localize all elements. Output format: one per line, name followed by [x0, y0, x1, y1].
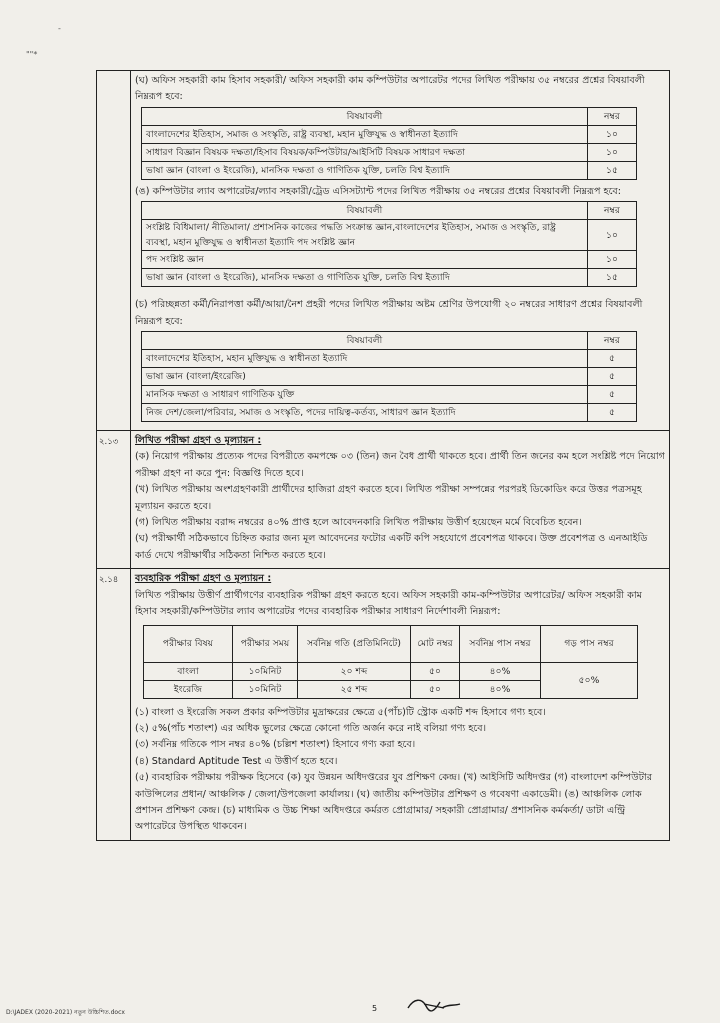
signature-icon	[404, 994, 464, 1016]
paragraph: লিখিত পরীক্ষায় উত্তীর্ণ প্রার্থীগণের ব্যবহারিক পরীক্ষা গ্রহণ করতে হবে। অফিস সহকারী কাম-কম্পিউটার অপারেটর/ অফিস সহকারী কাম হিসাব সহকারী/কম্পিউটার ল্যাব অপারেটর পদের ব্যবহারিক পরীক্ষার সাধারণ নির্দেশাবলী নিম্নরূপ:	[135, 589, 642, 618]
table-cell: বাংলাদেশের ইতিহাস, মহান মুক্তিযুদ্ধ ও স্বাধীনতা ইত্যাদি	[142, 350, 588, 368]
table-cell: ১০	[588, 220, 637, 251]
table-header: বিষয়াবলী	[142, 107, 588, 125]
table-header: নম্বর	[588, 107, 637, 125]
uma-intro: (ঙ) কম্পিউটার ল্যাব অপারেটর/ল্যাব সহকারী/ট্রেড এসিসট্যান্ট পদের লিখিত পরীক্ষায় ৩৫ নম্বরের প্রশ্নের বিষয়াবলী নিম্নরূপ হবে:	[135, 185, 621, 197]
gha-intro: (ঘ) অফিস সহকারী কাম হিসাব সহকারী/ অফিস সহকারী কাম কম্পিউটার অপারেটর পদের লিখিত পরীক্ষায় ৩৫ নম্বরের প্রশ্নের বিষয়াবলী নিম্নরূপ হবে:	[135, 75, 645, 103]
table-cell: ১০	[588, 143, 637, 161]
table-cell: ১০মিনিট	[233, 662, 298, 680]
table-header: সর্বনিম্ন গতি (প্রতিমিনিটে)	[298, 625, 411, 662]
footer-file-path: D:\JADEX (2020-2021) নতুন উচ্চিশিত.docx	[6, 1009, 125, 1016]
section-2-13	[97, 430, 669, 568]
table-cell: ১৫	[588, 161, 637, 179]
paragraph: (খ) লিখিত পরীক্ষায় অংশগ্রহণকারী প্রার্থীদের হাজিরা গ্রহণ করতে হবে। লিখিত পরীক্ষা সম্পন্নের পরপরই ডিকোডিং করে উত্তর পত্রসমূহ মূল্যায়ন করতে হবে।	[135, 484, 642, 512]
table-cell: ভাষা জ্ঞান (বাংলা ও ইংরেজি), মানসিক দক্ষতা ও গাণিতিক যুক্তি, চলতি বিশ্ব ইত্যাদি	[142, 161, 588, 179]
table-cell: ৫	[588, 404, 637, 422]
table-cell: ৫	[588, 350, 637, 368]
table-header: পরীক্ষার সময়	[233, 625, 298, 662]
note: (৪) Standard Aptitude Test এ উত্তীর্ণ হতে হবে।	[135, 755, 338, 767]
gha-table	[141, 107, 637, 180]
table-cell: সংশ্লিষ্ট বিধিমালা/ নীতিমালা/ প্রশাসনিক কাজের পদ্ধতি সংক্রান্ত জ্ঞান,বাংলাদেশের ইতিহাস, সমাজ ও সংস্কৃতি, রাষ্ট্র ব্যবস্থা, মহান মুক্তিযুদ্ধ ও স্বাধীনতা ইত্যাদি পদ সংশ্লিষ্ট জ্ঞান	[142, 220, 588, 251]
paragraph: (ঘ) পরীক্ষার্থী সঠিকভাবে চিহ্নিত করার জন্য মূল আবেদনের ফটোর একটি কপি সহযোগে প্রবেশপত্র থাকবে। উক্ত প্রবেশপত্র ও এনআইডি কার্ড দেখে পরীক্ষার্থীর সঠিকতা নিশ্চিত করতে হবে।	[135, 533, 648, 561]
table-header: বিষয়াবলী	[142, 332, 588, 350]
practical-test-table	[143, 625, 638, 699]
note: (২) ৫%(পাঁচ শতাংশ) এর অধিক ভুলের ক্ষেত্রে কোনো গতি অর্জন করে নাই বলিয়া গণ্য হবে।	[135, 722, 487, 734]
uma-table	[141, 201, 637, 287]
table-header: বিষয়াবলী	[142, 202, 588, 220]
table-cell: ১০	[588, 125, 637, 143]
table-cell: ১০মিনিট	[233, 680, 298, 698]
table-header: নম্বর	[588, 332, 637, 350]
section-number: ২.১৩	[97, 431, 131, 568]
margin-mark: -	[58, 24, 61, 33]
table-cell: ৫০	[411, 680, 460, 698]
table-cell: ৪০%	[460, 680, 541, 698]
section-number-empty	[97, 71, 131, 430]
section-heading: ব্যবহারিক পরীক্ষা গ্রহণ ও মূল্যায়ন :	[135, 573, 272, 585]
paragraph: (ক) নিয়োগ পরীক্ষায় প্রত্যেক পদের বিপরীতে কমপক্ষে ০৩ (তিন) জন বৈধ প্রার্থী থাকতে হবে। প্রার্থী তিন জনের কম হলে সংশ্লিষ্ট পদে নিয়োগ পরীক্ষা গ্রহণ না করে পুন: বিজ্ঞপ্তি দিতে হবে।	[135, 451, 665, 479]
table-cell: ৫০	[411, 662, 460, 680]
table-header: সর্বনিম্ন পাস নম্বর	[460, 625, 541, 662]
note: (৩) সর্বনিম্ন গতিকে পাস নম্বর ৪০% (চল্লিশ শতাংশ) হিসাবে গণ্য করা হবে।	[135, 739, 416, 751]
table-cell: ৫	[588, 368, 637, 386]
table-header: নম্বর	[588, 202, 637, 220]
table-cell: ২৫ শব্দ	[298, 680, 411, 698]
table-header: পরীক্ষার বিষয়	[144, 625, 233, 662]
section-2-14	[97, 568, 669, 839]
page-number: 5	[372, 1004, 378, 1013]
cha-table	[141, 331, 637, 422]
section-number: ২.১৪	[97, 569, 131, 839]
table-cell: ভাষা জ্ঞান (বাংলা/ইংরেজি)	[142, 368, 588, 386]
table-cell: ৫	[588, 386, 637, 404]
section-box	[96, 70, 670, 841]
margin-mark-2: ""*	[26, 50, 38, 59]
table-cell: ৫০%	[541, 662, 638, 698]
table-cell: পদ সংশ্লিষ্ট জ্ঞান	[142, 251, 588, 269]
section-2-12-continued	[97, 71, 669, 430]
table-cell: নিজ দেশ/জেলা/পরিবার, সমাজ ও সংস্কৃতি, পদের দায়িত্ব-কর্তব্য, সাধারণ জ্ঞান ইত্যাদি	[142, 404, 588, 422]
note: (৫) ব্যবহারিক পরীক্ষায় পরীক্ষক হিসেবে (ক) যুব উন্নয়ন অধিদপ্তরের যুব প্রশিক্ষণ কেন্দ্র। (খ) আইসিটি অধিদপ্তর (গ) বাংলাদেশ কম্পিউটার কাউন্সিলের প্রধান/ আঞ্চলিক / জেলা/উপজেলা কার্যালয়। (ঘ) জাতীয় কম্পিউটার প্রশিক্ষণ ও গবেষণা একাডেমী। (ঙ) আঞ্চলিক লোক প্রশাসন প্রশিক্ষণ কেন্দ্র। (চ) মাধ্যমিক ও উচ্চ শিক্ষা অধিদপ্তরে কর্মরত প্রোগ্রামার/ সহকারী প্রোগ্রামার/ প্রশাসনিক কর্মকর্তা/ ডাটা এন্ট্রি অপারেটরে উপস্থিত থাকবেন।	[135, 772, 652, 833]
cha-intro: (চ) পরিচ্ছন্নতা কর্মী/নিরাপত্তা কর্মী/আয়া/নৈশ প্রহরী পদের লিখিত পরীক্ষায় অষ্টম শ্রেণির উপযোগী ২০ নম্বরের সাধারণ প্রশ্নের বিষয়াবলী নিম্নরূপ হবে:	[135, 299, 643, 327]
note: (১) বাংলা ও ইংরেজি সকল প্রকার কম্পিউটার মুদ্রাক্ষরের ক্ষেত্রে ৫(পাঁচ)টি স্ট্রোক একটি শব্দ হিসাবে গণ্য হবে।	[135, 706, 546, 718]
table-header: গড় পাস নম্বর	[541, 625, 638, 662]
table-cell: ইংরেজি	[144, 680, 233, 698]
section-heading: লিখিত পরীক্ষা গ্রহণ ও মূল্যায়ন :	[135, 435, 262, 447]
table-cell: বাংলাদেশের ইতিহাস, সমাজ ও সংস্কৃতি, রাষ্ট্র ব্যবস্থা, মহান মুক্তিযুদ্ধ ও স্বাধীনতা ইত্যাদি	[142, 125, 588, 143]
table-header: মোট নম্বর	[411, 625, 460, 662]
table-cell: সাধারণ বিজ্ঞান বিষয়ক দক্ষতা/হিসাব বিষয়ক/কম্পিউটার/আইসিটি বিষয়ক সাধারণ দক্ষতা	[142, 143, 588, 161]
table-cell: ১৫	[588, 269, 637, 287]
table-cell: বাংলা	[144, 662, 233, 680]
table-cell: মানসিক দক্ষতা ও সাধারণ গাণিতিক যুক্তি	[142, 386, 588, 404]
table-cell: ৪০%	[460, 662, 541, 680]
table-cell: ভাষা জ্ঞান (বাংলা ও ইংরেজি), মানসিক দক্ষতা ও গাণিতিক যুক্তি, চলতি বিশ্ব ইত্যাদি	[142, 269, 588, 287]
table-cell: ১০	[588, 251, 637, 269]
table-cell: ২০ শব্দ	[298, 662, 411, 680]
paragraph: (গ) লিখিত পরীক্ষায় বরাদ্দ নম্বরের ৪০% প্রাপ্ত হলে আবেদনকারি লিখিত পরীক্ষায় উত্তীর্ণ হয়েছেন মর্মে বিবেচিত হবেন।	[135, 517, 582, 529]
